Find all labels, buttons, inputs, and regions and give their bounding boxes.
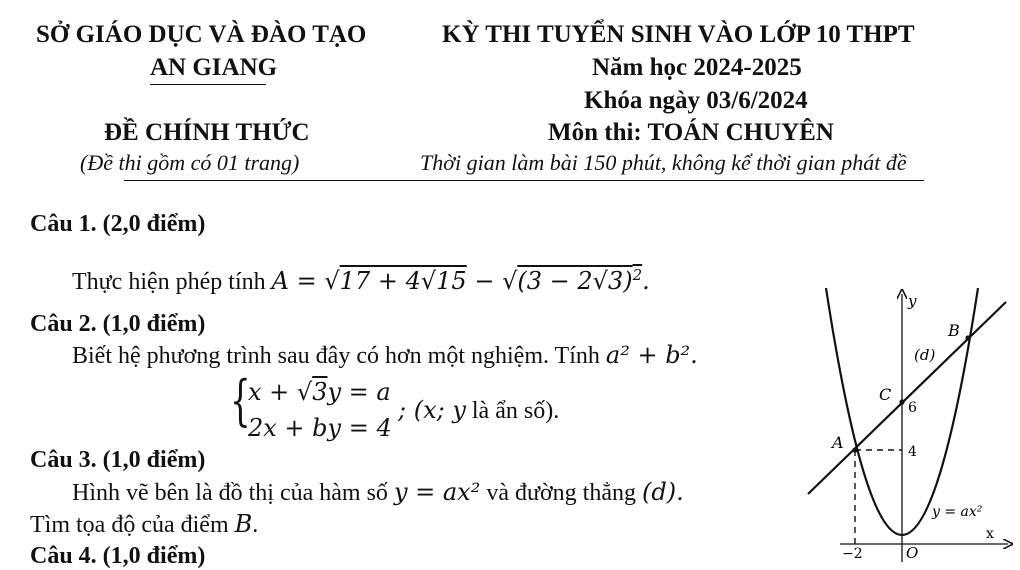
function-graph [800,282,1015,570]
line-d-label: (d) [914,346,936,364]
department-name: SỞ GIÁO DỤC VÀ ĐÀO TẠO [36,21,367,48]
province-underline [150,84,266,85]
question-3-line-1: Hình vẽ bên là đồ thị của hàm số y = ax² và đường thẳng (d). [72,478,684,506]
tick-label-neg2: −2 [842,546,863,562]
header-divider [124,180,924,181]
question-2-body [72,343,698,368]
point-a-label: A [832,433,844,452]
point-a-marker [852,447,857,452]
question-3-title: Câu 3. (1,0 điểm) [30,447,206,473]
question-1-body [72,268,650,294]
question-2-equation-1: x + √3y = a [248,378,391,406]
exam-date: Khóa ngày 03/6/2024 [584,87,808,114]
question-4-title: Câu 4. (1,0 điểm) [30,543,206,569]
time-limit-note: Thời gian làm bài 150 phút, không kể thời gian phát đề [420,150,907,175]
point-c-label: C [879,385,892,404]
official-exam-label: ĐỀ CHÍNH THỨC [104,119,310,146]
province-name: AN GIANG [150,54,278,81]
question-2-title: Câu 2. (1,0 điểm) [30,311,206,337]
line-d [808,302,1006,494]
question-1-title: Câu 1. (2,0 điểm) [30,211,206,237]
x-axis-label: x [986,526,994,542]
question-2-target: a² + b². [605,341,698,369]
question-2-note: ; (x; y là ẩn số). [398,396,560,424]
point-b-marker [965,335,970,340]
question-1-text: Thực hiện phép tính [72,269,272,295]
question-2-text: Biết hệ phương trình sau đây có hơn một nghiệm. Tính [72,343,606,369]
question-2-equation-2: 2x + by = 4 [248,414,392,442]
y-axis-label: y [908,292,917,310]
question-3-line-2: Tìm tọa độ của điểm B. [30,510,259,538]
subject-name: Môn thi: TOÁN CHUYÊN [548,119,834,146]
tick-label-4: 4 [908,444,917,460]
parabola-label: y = ax² [932,504,983,520]
school-year: Năm học 2024-2025 [592,54,802,81]
question-2-brace: { [230,369,251,432]
exam-title: KỲ THI TUYỂN SINH VÀO LỚP 10 THPT [442,21,915,48]
page-count-note: (Đề thi gồm có 01 trang) [80,150,300,175]
point-c-marker [899,399,904,404]
question-1-expression: $A = √17 + 4√15 - √(3 - 2√3)^2$. [271,266,650,295]
point-b-label: B [948,321,960,340]
tick-label-6: 6 [908,400,917,416]
origin-label: O [906,544,919,562]
